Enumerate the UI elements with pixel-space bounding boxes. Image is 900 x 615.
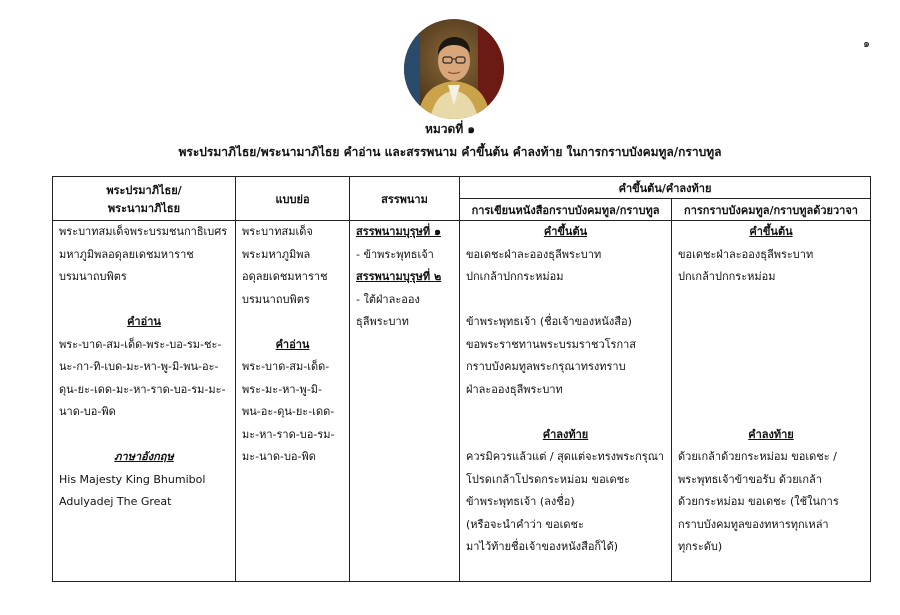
header-pronoun: สรรพนาม: [350, 177, 460, 221]
written-address-cell: คำขึ้นต้น ขอเดชะฝ่าละอองธุลีพระบาท ปกเกล้าปกกระหม่อม ข้าพระพุทธเจ้า (ชื่อเจ้าของหนังสือ) ขอพระราชทานพระบรมราชวโรกาส กราบบังคมทูลพระกรุณาทรงทราบ ฝ่าละอองธุลีพระบาท คำลงท้าย ควรมิควรแล้วแต่ / สุดแต่จะทรงพระกรุณา โปรดเกล้าโปรดกระหม่อม ขอเดชะ ข้าพระพุทธเจ้า (ลงชื่อ) (หรือจะนำคำว่า ขอเดชะ มาไว้ท้ายชื่อเจ้าของหนังสือก็ได้): [460, 221, 672, 582]
short-reading-heading: คำอ่าน: [275, 337, 310, 351]
header-written-address: การเขียนหนังสือกราบบังคมทูล/กราบทูล: [460, 199, 672, 221]
first-person-heading: สรรพนามบุรุษที่ ๑: [356, 225, 441, 238]
royal-portrait: [404, 19, 504, 119]
reading-heading: คำอ่าน: [127, 315, 161, 328]
header-spoken-address: การกราบบังคมทูล/กราบทูลด้วยวาจา: [672, 199, 871, 221]
royal-name-cell: พระบาทสมเด็จพระบรมชนกาธิเบศร มหาภูมิพลอดุลยเดชมหาราช บรมนาถบพิตร คำอ่าน พระ-บาด-สม-เด็ด-พระ-บอ-รม-ชะ- นะ-กา-ทิ-เบด-มะ-หา-พู-มิ-พน-อะ- ดุน-ยะ-เดด-มะ-หา-ราด-บอ-รม-มะ- นาด-บอ-พิด ภาษาอังกฤษ His Majesty King Bhumibol Adulyadej The Great: [53, 221, 236, 582]
short-form-cell: พระบาทสมเด็จ พระมหาภูมิพล อดุลยเดชมหาราช บรมนาถบพิตร คำอ่าน พระ-บาด-สม-เด็ด- พระ-มะ-หา-พู-มิ- พน-อะ-ดุน-ยะ-เดด- มะ-หา-ราด-บอ-รม- มะ-นาด-บอ-พิด: [236, 221, 350, 582]
second-person-heading: สรรพนามบุรุษที่ ๒: [356, 270, 442, 283]
header-royal-name: พระปรมาภิไธย/ พระนามาภิไธย: [53, 177, 236, 221]
header-opening-closing: คำขึ้นต้น/คำลงท้าย: [460, 177, 871, 199]
section-title: หมวดที่ ๑: [424, 122, 476, 136]
spoken-address-cell: คำขึ้นต้น ขอเดชะฝ่าละอองธุลีพระบาท ปกเกล้าปกกระหม่อม คำลงท้าย ด้วยเกล้าด้วยกระหม่อม ขอเดชะ / พระพุทธเจ้าข้าขอรับ ด้วยเกล้า ด้วยกระหม่อม ขอเดชะ (ใช้ในการ กราบบังคมทูลของทหารทุกเหล่า ทุกระดับ): [672, 221, 871, 582]
english-heading: ภาษาอังกฤษ: [114, 450, 174, 463]
document-subtitle: พระปรมาภิไธย/พระนามาภิไธย คำอ่าน และสรรพนาม คำขึ้นต้น คำลงท้าย ในการกราบบังคมทูล/กราบทูล: [178, 145, 722, 159]
page-number: ๑: [863, 37, 870, 50]
pronoun-cell: สรรพนามบุรุษที่ ๑ - ข้าพระพุทธเจ้า สรรพนามบุรุษที่ ๒ - ใต้ฝ่าละออง ธุลีพระบาท: [350, 221, 460, 582]
header-short-form: แบบย่อ: [236, 177, 350, 221]
royal-address-table: [52, 176, 871, 582]
written-opening-heading: คำขึ้นต้น: [543, 225, 588, 238]
written-closing-heading: คำลงท้าย: [542, 427, 589, 441]
spoken-closing-heading: คำลงท้าย: [748, 427, 794, 441]
spoken-opening-heading: คำขึ้นต้น: [749, 225, 793, 238]
